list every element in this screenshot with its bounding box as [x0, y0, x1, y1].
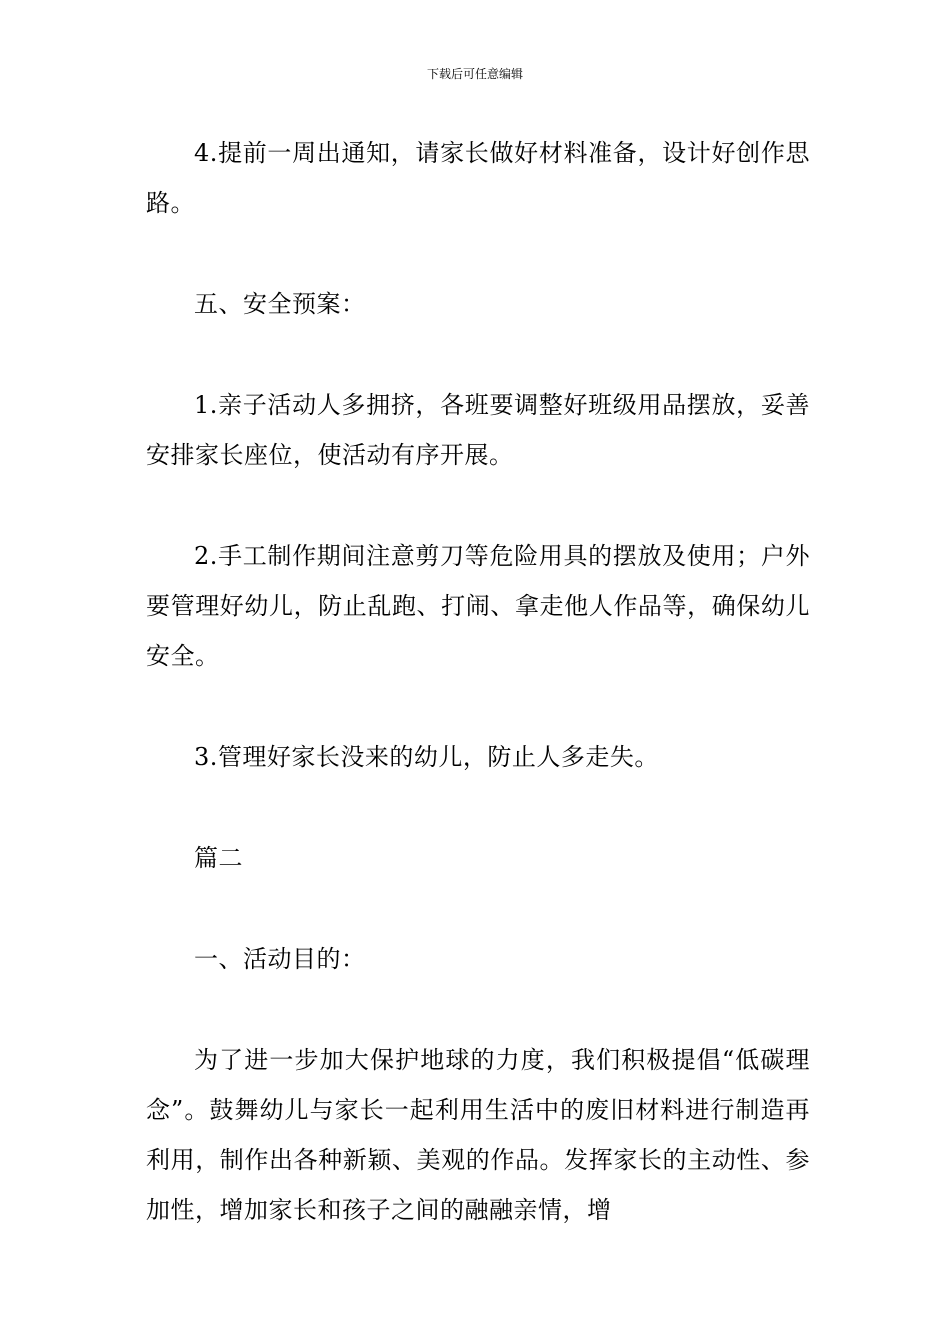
chapter-heading-part-two: 篇二	[194, 844, 243, 872]
paragraph-safety-2: 2.手工制作期间注意剪刀等危险用具的摆放及使用；户外要管理好幼儿，防止乱跑、打闹、拿走他人作品等，确保幼儿安全。	[146, 542, 810, 670]
paragraph-notice: 4.提前一周出通知，请家长做好材料准备，设计好创作思路。	[146, 139, 810, 217]
paragraph-safety-3: 3.管理好家长没来的幼儿，防止人多走失。	[194, 743, 659, 771]
paragraph-safety-1: 1.亲子活动人多拥挤，各班要调整好班级用品摆放，妥善安排家长座位，使活动有序开展。	[146, 391, 810, 469]
section-heading-safety: 五、安全预案：	[194, 290, 366, 318]
paragraph-purpose: 为了进一步加大保护地球的力度，我们积极提倡“低碳理念”。鼓舞幼儿与家长一起利用生活中的废旧材料进行制造再利用，制作出各种新颖、美观的作品。发挥家长的主动性、参加性，增加家长和孩子之间的融融亲情，增	[146, 1046, 810, 1224]
document-body	[146, 128, 810, 1286]
page-header-note: 下载后可任意编辑	[426, 67, 523, 81]
section-heading-purpose: 一、活动目的：	[194, 945, 366, 973]
